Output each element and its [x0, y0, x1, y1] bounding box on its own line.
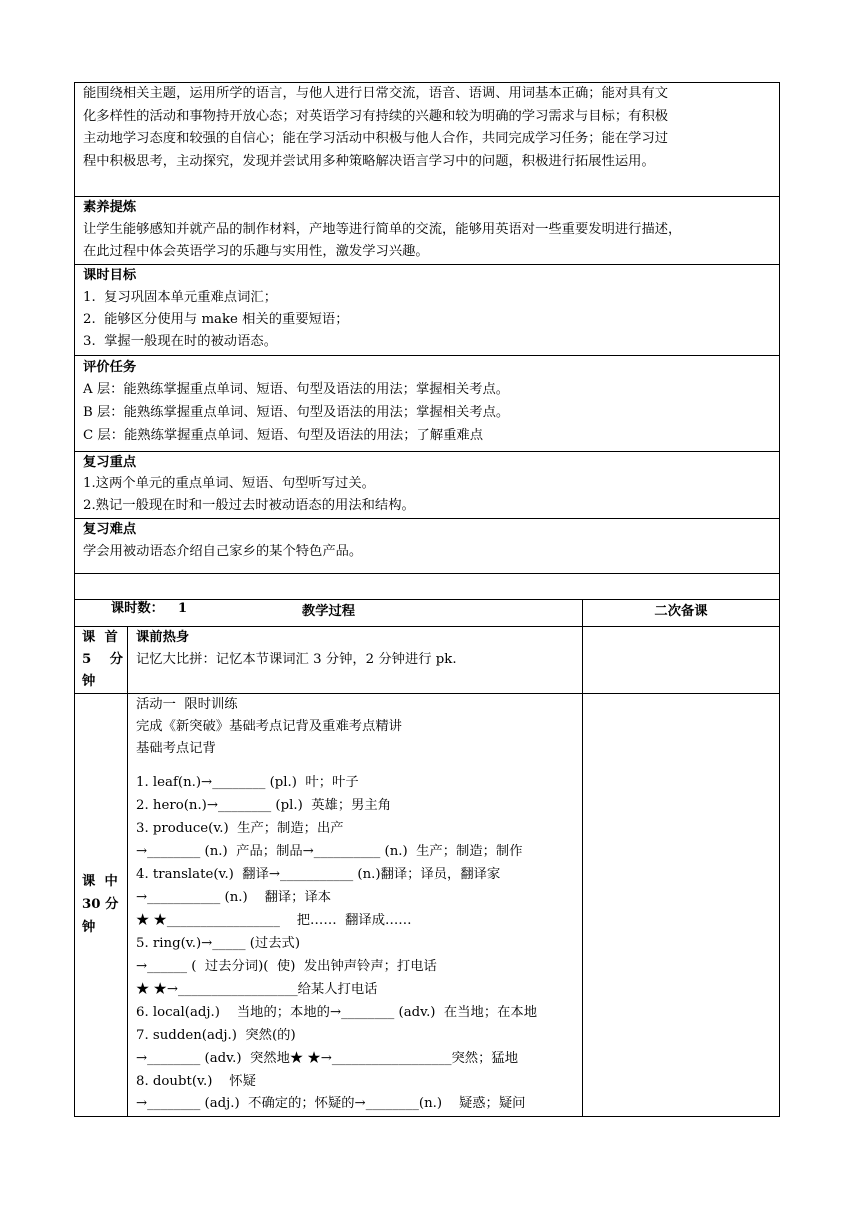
- periods-value: 1: [177, 600, 188, 616]
- row2-line: 4. translate(v.) 翻译→___________ (n.)翻译；译员，翻译家: [136, 867, 501, 882]
- row2-line: ★ ★→__________________给某人打电话: [136, 982, 378, 997]
- evaluation-cell: [75, 356, 779, 451]
- row2-line: ★ ★_________________ 把…… 翻译成……: [136, 913, 412, 928]
- intro-line: 化多样性的活动和事物持开放心态；对英语学习有持续的兴趣和较为明确的学习需求与目标；有积极: [83, 108, 669, 124]
- row2-line: 8. doubt(v.) 怀疑: [136, 1074, 256, 1089]
- objectives-heading: 课时目标: [83, 268, 137, 283]
- difficulty-cell: [75, 519, 779, 573]
- objective-item: 3. 掌握一般现在时的被动语态。: [83, 334, 277, 349]
- row2-line: 7. sudden(adj.) 突然(的): [136, 1028, 296, 1043]
- intro-line: 主动地学习态度和较强的自信心；能在学习活动中积极与他人合作，共同完成学习任务；能在学习过: [83, 131, 669, 146]
- row1-text: 记忆大比拼：记忆本节课词汇 3 分钟，2 分钟进行 pk.: [136, 652, 457, 667]
- row2-label-line: 钟: [82, 920, 96, 935]
- process-header-side: [583, 600, 779, 626]
- evaluation-item: B 层：能熟练掌握重点单词、短语、句型及语法的用法；掌握相关考点。: [83, 405, 510, 420]
- difficulty-heading: 复习难点: [83, 522, 137, 537]
- intro-cell: [75, 83, 779, 196]
- row2-line: →______ ( 过去分词)( 使) 发出钟声铃声；打电话: [136, 959, 437, 974]
- literacy-heading: 素养提炼: [83, 200, 137, 215]
- row1-label-line: 钟: [82, 674, 96, 689]
- row2-line: 完成《新突破》基础考点记背及重难考点精讲: [136, 719, 402, 734]
- keypoints-heading: 复习重点: [83, 455, 137, 470]
- process-header-side-label: 二次备课: [654, 604, 708, 619]
- row2-side-cell: [583, 694, 779, 1116]
- evaluation-item: C 层：能熟练掌握重点单词、短语、句型及语法的用法；了解重难点: [83, 428, 484, 443]
- intro-line: 能围绕相关主题，运用所学的语言，与他人进行日常交流，语音、语调、用词基本正确；能对具有文: [83, 86, 669, 101]
- row2-label-line: 30 分: [82, 897, 119, 912]
- row2-line: 5. ring(v.)→_____ (过去式): [136, 936, 301, 951]
- row2-line: 3. produce(v.) 生产；制造；出产: [136, 821, 344, 836]
- row1-content-cell: [128, 627, 582, 693]
- keypoint-item: 2.熟记一般现在时和一般过去时被动语态的用法和结构。: [83, 498, 415, 513]
- periods-label: 课时数：: [110, 600, 164, 616]
- process-header-main: [75, 600, 582, 626]
- literacy-line: 在此过程中体会英语学习的乐趣与实用性，激发学习兴趣。: [83, 244, 429, 259]
- rule-bottom: [74, 1116, 780, 1117]
- literacy-cell: [75, 197, 779, 264]
- objectives-cell: [75, 265, 779, 355]
- row2-line: 6. local(adj.) 当地的；本地的→________ (adv.) 在当地；在本地: [136, 1005, 538, 1020]
- row2-line: 2. hero(n.)→________ (pl.) 英雄；男主角: [136, 798, 392, 813]
- row2-line: 活动一 限时训练: [136, 697, 238, 712]
- row2-line: 基础考点记背: [136, 741, 216, 756]
- row2-label-cell: [75, 694, 127, 1116]
- row2-line: →___________ (n.) 翻译；译本: [136, 890, 332, 905]
- keypoints-cell: [75, 452, 779, 518]
- row2-content-cell: [128, 694, 582, 1116]
- row1-title: 课前热身: [136, 630, 190, 645]
- process-header-main-label: 教学过程: [301, 604, 356, 619]
- literacy-line: 让学生能够感知并就产品的制作材料，产地等进行简单的交流，能够用英语对一些重要发明进行描述，: [83, 222, 682, 237]
- evaluation-heading: 评价任务: [83, 360, 137, 375]
- row2-line: →________ (n.) 产品；制品→__________ (n.) 生产；制造；制作: [136, 844, 523, 859]
- row2-line: 1. leaf(n.)→________ (pl.) 叶；叶子: [136, 775, 359, 790]
- row1-label-line: 5 分: [82, 652, 124, 667]
- objective-item: 1. 复习巩固本单元重难点词汇；: [83, 290, 277, 305]
- row1-label-cell: [75, 627, 127, 693]
- row2-label-line: 课 中: [82, 874, 118, 889]
- intro-line: 程中积极思考，主动探究，发现并尝试用多种策略解决语言学习中的问题，积极进行拓展性运用。: [83, 153, 655, 169]
- difficulty-text: 学会用被动语态介绍自己家乡的某个特色产品。: [83, 544, 363, 559]
- evaluation-item: A 层：能熟练掌握重点单词、短语、句型及语法的用法；掌握相关考点。: [83, 382, 510, 397]
- row2-line: →________ (adv.) 突然地★ ★→__________________突然；猛地: [136, 1051, 518, 1066]
- row1-side-cell: [583, 627, 779, 693]
- objective-item: 2. 能够区分使用与 make 相关的重要短语；: [83, 312, 349, 327]
- keypoint-item: 1.这两个单元的重点单词、短语、句型听写过关。: [83, 476, 375, 491]
- row2-line: →________ (adj.) 不确定的；怀疑的→________(n.) 疑惑；疑问: [136, 1096, 526, 1111]
- row1-label-line: 课 首: [82, 630, 118, 645]
